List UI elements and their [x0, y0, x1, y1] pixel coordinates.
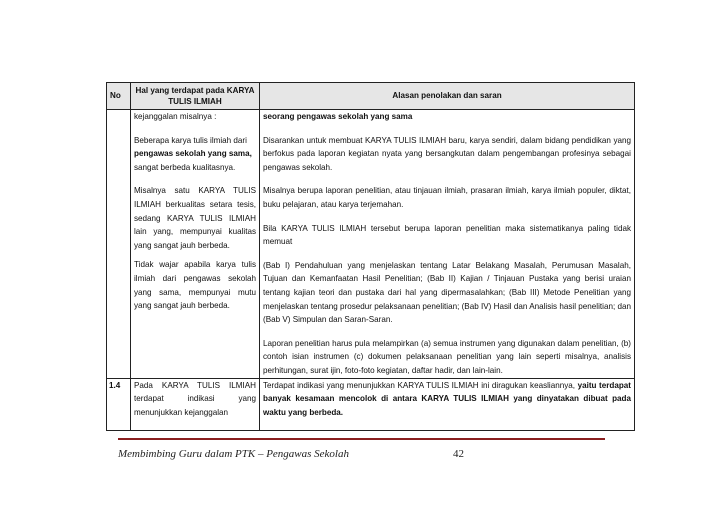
footer-title: Membimbing Guru dalam PTK – Pengawas Sekolah — [118, 448, 349, 460]
item-line: Beberapa karya tulis ilmiah dari — [134, 135, 247, 145]
row-reason-cell — [260, 378, 635, 430]
reason-line-bold: seorang pengawas sekolah yang sama — [263, 112, 413, 121]
header-item: Hal yang terdapat pada KARYA TULIS ILMIAH — [131, 83, 260, 110]
row-number-empty — [107, 110, 131, 379]
item-line-bold: pengawas sekolah yang sama, — [134, 149, 252, 159]
item-paragraph: Pada KARYA TULIS ILMIAH terdapat indikasi yang menunjukkan kejanggalan — [134, 380, 256, 417]
header-no: No — [107, 83, 131, 110]
row-item-cell — [131, 110, 260, 379]
page-number: 42 — [453, 448, 464, 460]
reason-text-bold: yaitu terdapat banyak kesamaan mencolok di antara KARYA TULIS ILMIAH yang dinyatakan dibuat pada waktu yang berbeda. — [263, 380, 631, 417]
row-reason-cell — [260, 110, 635, 379]
item-line: sangat berbeda kualitasnya. — [134, 162, 236, 172]
table-row — [107, 378, 635, 430]
reason-text: Terdapat indikasi yang menunjukkan KARYA TULIS ILMIAH ini diragukan keasliannya, — [263, 380, 576, 390]
item-line: kejanggalan misalnya : — [134, 112, 217, 121]
row-number: 1.4 — [107, 378, 131, 430]
item-paragraph: Misalnya satu KARYA TULIS ILMIAH berkualitas setara tesis, sedang KARYA TULIS ILMIAH lain yang, mempunyai kualitas yang sangat jauh berbeda. — [134, 186, 256, 250]
header-reason: Alasan penolakan dan saran — [260, 83, 635, 110]
reason-paragraph: Disarankan untuk membuat KARYA TULIS ILMIAH baru, karya sendiri, dalam bidang pendidikan yang berfokus pada laporan kegiatan nyata yang bersangkutan dalam pengembangan profesinya sebagai pengawas sekolah. — [263, 135, 631, 172]
reason-paragraph — [263, 379, 631, 420]
item-paragraph: Tidak wajar apabila karya tulis ilmiah dari pengawas sekolah yang sama, mempunyai mutu yang sangat jauh berbeda. — [134, 260, 256, 311]
reason-paragraph: (Bab I) Pendahuluan yang menjelaskan tentang Latar Belakang Masalah, Perumusan Masalah, Tujuan dan Kemanfaatan Hasil Penelitian; (Bab II) Kajian / Tinjauan Pustaka yang berisi uraian tentang kajian teori dan pustaka dari hal yang dipermasalahkan; (Bab III) Metode Penelitian yang menjelaskan tentang prosedur pelaksanaan penelitian; (Bab IV) Hasil dan Analisis hasil penelitian; dan (Bab V) Simpulan dan Saran-Saran. — [263, 260, 631, 325]
reason-paragraph: Bila KARYA TULIS ILMIAH tersebut berupa laporan penelitian maka sistematikanya paling tidak memuat — [263, 223, 631, 247]
row-item-cell — [131, 378, 260, 430]
reason-paragraph: Laporan penelitian harus pula melampirkan (a) semua instrumen yang digunakan dalam penelitian, (b) contoh isian instrumen (c) dokumen pelaksanaan penelitian yang lain seperti misalnya, analisis perhitungan, surat ijin, foto-foto kegiatan, daftar hadir, dan lain-lain. — [263, 338, 631, 375]
footer-rule — [118, 438, 605, 440]
reason-paragraph: Misalnya berupa laporan penelitian, atau tinjauan ilmiah, prasaran ilmiah, karya ilmiah populer, diktat, buku pelajaran, atau karya terjemahan. — [263, 186, 631, 209]
table-header-row — [107, 83, 635, 110]
rejection-table — [106, 82, 635, 431]
table-row — [107, 110, 635, 379]
